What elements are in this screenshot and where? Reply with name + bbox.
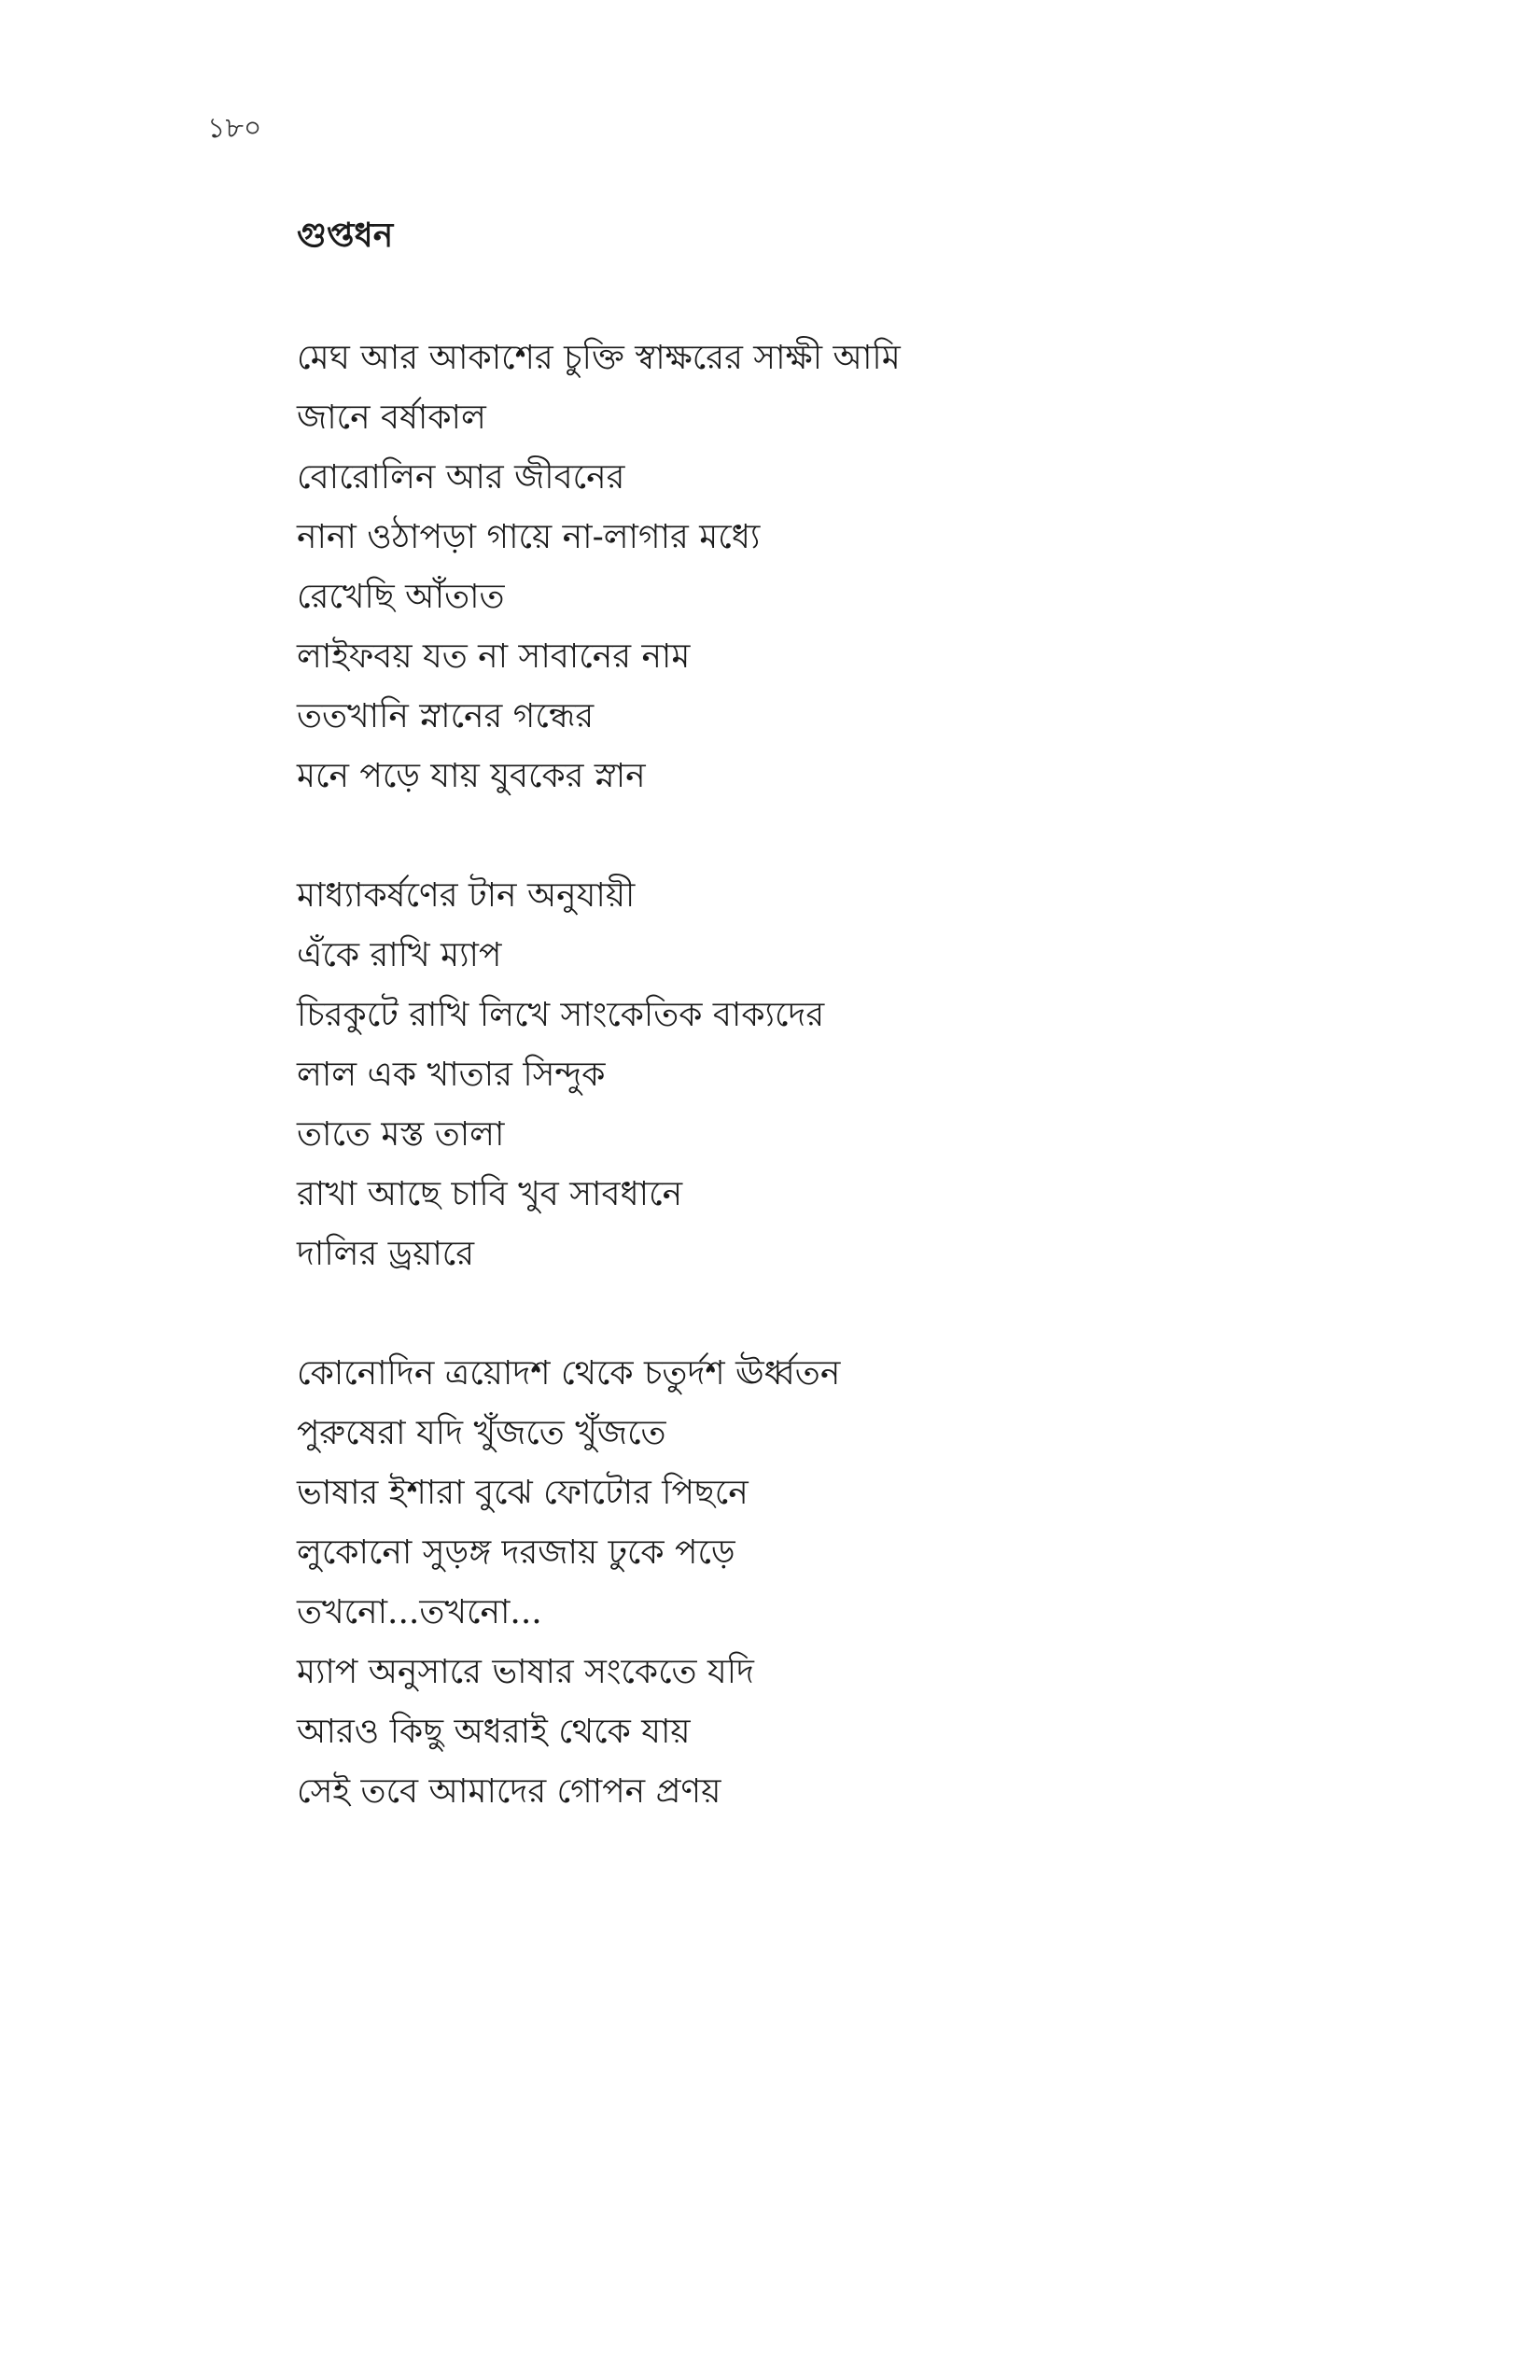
verse-line: ততখানি স্নানের গন্ধের (297, 697, 595, 735)
verse-line: কোনোদিন ত্রয়োদশ থেকে চতুর্দশ ঊর্ধ্বতন (297, 1354, 841, 1393)
verse-line: জানে বর্ষাকাল (297, 399, 486, 437)
verse-line: চিরকুটে রাখি লিখে সাংকেতিক বাক্যদের (297, 996, 825, 1034)
verse-line: নানা ওঠাপড়া গায়ে না-লাগার মধ্যে (297, 518, 761, 556)
verse-line: আরও কিছু অধরাই থেকে যায় (297, 1713, 691, 1751)
poem-body (297, 329, 1323, 1822)
verse-line: সেই তবে আমাদের গোপন প্রণয় (297, 1772, 721, 1811)
verse-line: ম্যাপ অনুসারে ভাষার সংকেতে যদি (297, 1653, 754, 1691)
verse-line: তাতে মস্ত তালা (297, 1115, 505, 1154)
verse-line: এঁকে রাখি ম্যাপ (297, 936, 502, 974)
verse-line: রেখেছি আঁতাত (297, 578, 505, 616)
verse-line: লুকোনো সুড়ঙ্গ দরজায় ঢুকে পড়ে (297, 1533, 735, 1572)
stanza-2 (297, 866, 1323, 1284)
verse-line: তখনো...তখনো... (297, 1593, 542, 1631)
verse-line: মেঘ আর আকাশের চুক্তি স্বাক্ষরের সাক্ষী আমি (297, 339, 901, 377)
verse-line: মাধ্যাকর্ষণের টান অনুযায়ী (297, 876, 636, 915)
verse-line: লাল এক খাতার সিন্দুক (297, 1056, 606, 1094)
poem-title: গুপ্তধন (297, 216, 394, 255)
verse-line: মনে পড়ে যায় যুবকের স্নান (297, 757, 646, 795)
page-number: ১৮০ (207, 112, 262, 145)
verse-line: লাইফবয় যত না সাবানের নাম (297, 637, 691, 676)
verse-line: বোরোলিন আর জীবনের (297, 458, 625, 497)
stanza-1 (297, 329, 1323, 806)
verse-line: ভাষার ইশারা বুঝে ফোটোর পিছনে (297, 1474, 749, 1512)
stanza-3 (297, 1344, 1323, 1822)
verse-line: রাখা আছে চাবি খুব সাবধানে (297, 1175, 683, 1213)
verse-line: দালির ড্রয়ারে (297, 1235, 475, 1273)
verse-line: পুরুষেরা যদি খুঁজতে খুঁজতে (297, 1414, 666, 1452)
